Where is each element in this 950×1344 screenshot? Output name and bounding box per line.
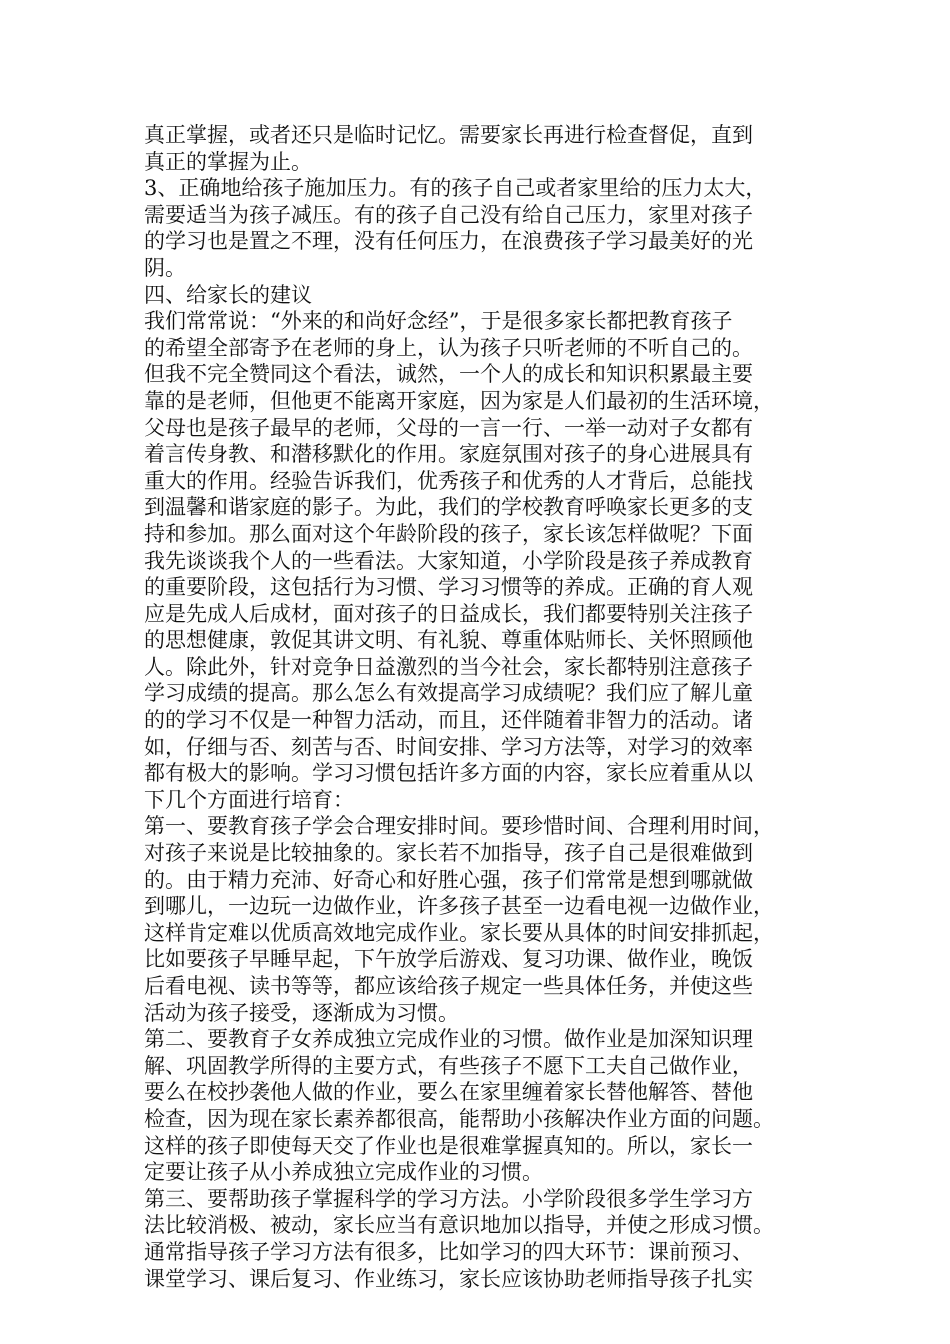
text-line: 真正掌握，或者还只是临时记忆。需要家长再进行检查督促，直到	[144, 123, 753, 147]
text-line: 如，仔细与否、刻苦与否、时间安排、学习方法等，对学习的效率	[144, 734, 753, 759]
text-line: 通常指导孩子学习方法有很多，比如学习的四大环节：课前预习、	[144, 1239, 753, 1264]
text-line: 下几个方面进行培育：	[144, 787, 354, 812]
document-body	[144, 122, 814, 1292]
text-line: 应是先成人后成材，面对孩子的日益成长，我们都要特别关注孩子	[144, 601, 753, 626]
text-line: 第一、要教育孩子学会合理安排时间。要珍惜时间、合理利用时间，	[144, 814, 774, 839]
text-line: 重大的作用。经验告诉我们，优秀孩子和优秀的人才背后，总能找	[144, 468, 753, 493]
text-line: 人。除此外，针对竞争日益激烈的当今社会，家长都特别注意孩子	[144, 654, 753, 679]
text-line: 我先谈谈我个人的一些看法。大家知道，小学阶段是孩子养成教育	[144, 548, 753, 573]
text-line: 到哪儿，一边玩一边做作业，许多孩子甚至一边看电视一边做作业，	[144, 894, 774, 919]
text-line: 的重要阶段，这包括行为习惯、学习习惯等的养成。正确的育人观	[144, 575, 753, 600]
text-line: 这样的孩子即使每天交了作业也是很难掌握真知的。所以，家长一	[144, 1133, 753, 1158]
text-line: 3、正确地给孩子施加压力。有的孩子自己或者家里给的压力太大，	[144, 176, 767, 201]
text-line: 这样肯定难以优质高效地完成作业。家长要从具体的时间安排抓起，	[144, 920, 774, 945]
text-line: 父母也是孩子最早的老师，父母的一言一行、一举一动对子女都有	[144, 415, 753, 440]
text-line: 学习成绩的提高。那么怎么有效提高学习成绩呢？我们应了解儿童	[144, 681, 753, 706]
text-line: 比如要孩子早睡早起，下午放学后游戏、复习功课、做作业，晚饭	[144, 947, 753, 972]
text-line: 靠的是老师，但他更不能离开家庭，因为家是人们最初的生活环境，	[144, 388, 774, 413]
text-line: 但我不完全赞同这个看法，诚然，一个人的成长和知识积累最主要	[144, 362, 753, 387]
text-line: 到温馨和谐家庭的影子。为此，我们的学校教育呼唤家长更多的支	[144, 495, 753, 520]
text-line: 持和参加。那么面对这个年龄阶段的孩子，家长该怎样做呢？下面	[144, 521, 753, 546]
text-line: 阴。	[144, 255, 186, 280]
text-line: 第二、要教育子女养成独立完成作业的习惯。做作业是加深知识理	[144, 1027, 753, 1052]
text-line: 定要让孩子从小养成独立完成作业的习惯。	[144, 1160, 543, 1185]
text-line: 检查，因为现在家长素养都很高，能帮助小孩解决作业方面的问题。	[144, 1106, 774, 1131]
text-line: 后看电视、读书等等，都应该给孩子规定一些具体任务，并使这些	[144, 974, 753, 998]
text-line: 的思想健康，敦促其讲文明、有礼貌、尊重体贴师长、关怀照顾他	[144, 628, 753, 653]
text-line: 的。由于精力充沛、好奇心和好胜心强，孩子们常常是想到哪就做	[144, 867, 753, 892]
text-line: 的希望全部寄予在老师的身上，认为孩子只听老师的不听自己的。	[144, 335, 753, 360]
text-line: 着言传身教、和潜移默化的作用。家庭氛围对孩子的身心进展具有	[144, 442, 753, 467]
text-line: 解、巩固教学所得的主要方式，有些孩子不愿下工夫自己做作业，	[144, 1053, 753, 1078]
text-line: 我们常常说：“外来的和尚好念经”，于是很多家长都把教育孩子	[144, 309, 733, 334]
text-line: 真正的掌握为止。	[144, 149, 312, 174]
text-line: 要么在校抄袭他人做的作业，要么在家里缠着家长替他解答、替他	[144, 1080, 753, 1105]
text-line: 活动为孩子接受，逐渐成为习惯。	[144, 1000, 459, 1025]
text-line: 的学习也是置之不理，没有任何压力，在浪费孩子学习最美好的光	[144, 229, 753, 254]
text-line: 四、给家长的建议	[144, 282, 312, 307]
text-line: 课堂学习、课后复习、作业练习，家长应该协助老师指导孩子扎实	[144, 1266, 753, 1291]
text-line: 都有极大的影响。学习习惯包括许多方面的内容，家长应着重从以	[144, 761, 753, 786]
text-line: 的的学习不仅是一种智力活动，而且，还伴随着非智力的活动。诸	[144, 708, 753, 733]
text-line: 法比较消极、被动，家长应当有意识地加以指导，并使之形成习惯。	[144, 1213, 774, 1238]
text-line: 对孩子来说是比较抽象的。家长若不加指导，孩子自己是很难做到	[144, 841, 753, 866]
text-line: 第三、要帮助孩子掌握科学的学习方法。小学阶段很多学生学习方	[144, 1186, 753, 1211]
text-line: 需要适当为孩子减压。有的孩子自己没有给自己压力，家里对孩子	[144, 202, 753, 227]
